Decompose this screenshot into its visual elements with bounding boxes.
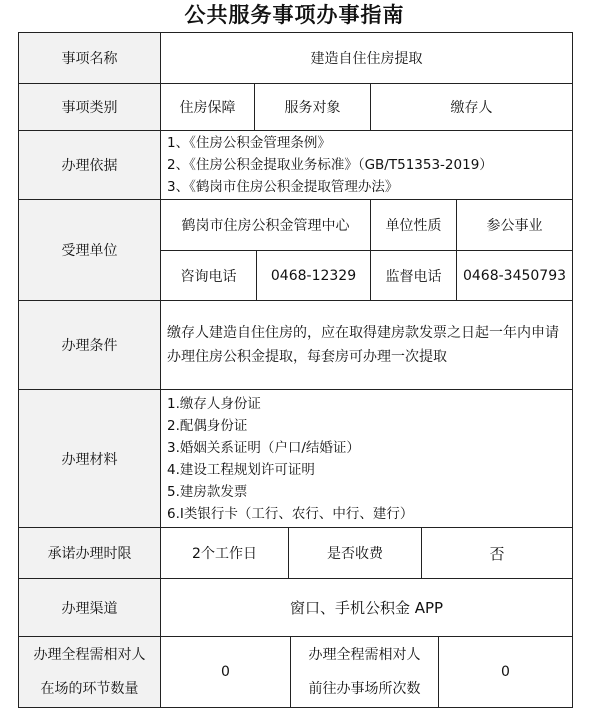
fee-value: 否 [421,527,573,579]
promise-label: 承诺办理时限 [18,527,161,579]
unit-nature-label: 单位性质 [370,199,457,251]
channel-value: 窗口、手机公积金 APP [160,578,573,637]
fee-label: 是否收费 [288,527,422,579]
material-item: 5.建房款发票 [167,483,248,500]
unit-nature-value: 参公事业 [456,199,573,251]
visit-count-label-line: 前往办事场所次数 [308,681,421,697]
page-title: 公共服务事项办事指南 [184,3,405,27]
item-type-label: 事项类别 [18,83,161,131]
material-item: 1.缴存人身份证 [167,395,261,412]
materials-list [160,389,573,528]
material-item: 3.婚姻关系证明（户口/结婚证） [167,439,360,456]
conditions-text: 缴存人建造自住住房的，应在取得建房款发票之日起一年内申请办理住房公积金提取，每套房可办理一次提取 [160,300,573,390]
onsite-steps-label [18,636,161,708]
basis-label: 办理依据 [18,130,161,200]
conditions-label: 办理条件 [18,300,161,390]
service-target-label: 服务对象 [254,83,371,131]
visit-count-value: 0 [438,636,573,708]
accepting-unit-name: 鹤岗市住房公积金管理中心 [160,199,371,251]
materials-label: 办理材料 [18,389,161,528]
material-item: 4.建设工程规划许可证明 [167,461,315,478]
accepting-unit-label: 受理单位 [18,199,161,301]
basis-item: 2、《住房公积金提取业务标准》（GB/T51353-2019） [167,157,493,173]
onsite-steps-label-line: 在场的环节数量 [40,681,139,697]
material-item: 2.配偶身份证 [167,417,248,434]
consult-phone-label: 咨询电话 [160,250,257,301]
visit-count-label [290,636,439,708]
item-type-value: 住房保障 [160,83,255,131]
material-item: 6.I类银行卡（工行、农行、中行、建行） [167,505,414,522]
basis-list [160,130,573,200]
channel-label: 办理渠道 [18,578,161,637]
consult-phone-value: 0468-12329 [256,250,371,301]
service-target-value: 缴存人 [370,83,573,131]
onsite-steps-label-line: 办理全程需相对人 [33,647,146,663]
supervise-phone-value: 0468-3450793 [456,250,573,301]
supervise-phone-label: 监督电话 [370,250,457,301]
item-name-value: 建造自住住房提取 [160,32,573,84]
basis-item: 3、《鹤岗市住房公积金提取管理办法》 [167,179,399,195]
item-name-label: 事项名称 [18,32,161,84]
promise-value: 2个工作日 [160,527,289,579]
visit-count-label-line: 办理全程需相对人 [308,647,421,663]
onsite-steps-value: 0 [160,636,291,708]
basis-item: 1、《住房公积金管理条例》 [167,135,331,151]
